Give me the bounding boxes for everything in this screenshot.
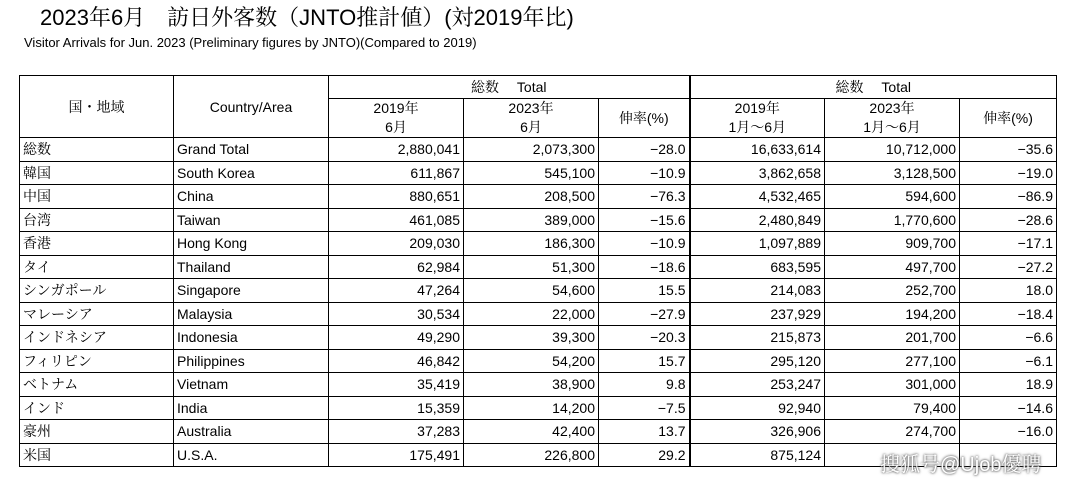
country-en-cell: U.S.A. <box>174 443 329 467</box>
ytd-2023-cell: 10,712,000 <box>825 138 960 162</box>
watermark: 搜狐号@Ujob優聘 <box>880 454 1042 476</box>
ytd-2023-cell: 3,128,500 <box>825 161 960 185</box>
ytd-2023-cell: 79,400 <box>825 396 960 420</box>
june-growth-cell: −15.6 <box>599 208 690 232</box>
ytd-2023-cell: 1,770,600 <box>825 208 960 232</box>
country-en-cell: Thailand <box>174 255 329 279</box>
june-2023-cell: 208,500 <box>464 185 599 209</box>
june-2019-cell: 209,030 <box>329 232 464 256</box>
country-jp-cell: タイ <box>20 255 174 279</box>
header-growth-june: 伸率(%) <box>599 99 690 138</box>
table-row <box>20 185 1057 209</box>
ytd-2019-cell: 215,873 <box>690 326 825 350</box>
ytd-growth-cell: 18.0 <box>960 279 1057 303</box>
june-2023-cell: 42,400 <box>464 420 599 444</box>
table-row <box>20 326 1057 350</box>
table-row <box>20 349 1057 373</box>
ytd-2019-cell: 3,862,658 <box>690 161 825 185</box>
country-jp-cell: シンガポール <box>20 279 174 303</box>
ytd-2019-cell: 92,940 <box>690 396 825 420</box>
country-jp-cell: 韓国 <box>20 161 174 185</box>
ytd-2019-cell: 683,595 <box>690 255 825 279</box>
june-2019-cell: 175,491 <box>329 443 464 467</box>
june-growth-cell: 13.7 <box>599 420 690 444</box>
ytd-2023-cell: 194,200 <box>825 302 960 326</box>
june-2023-cell: 545,100 <box>464 161 599 185</box>
june-2019-cell: 62,984 <box>329 255 464 279</box>
june-2023-cell: 389,000 <box>464 208 599 232</box>
country-jp-cell: ベトナム <box>20 373 174 397</box>
ytd-2023-cell: 497,700 <box>825 255 960 279</box>
table-row <box>20 396 1057 420</box>
country-en-cell: South Korea <box>174 161 329 185</box>
ytd-growth-cell: −6.1 <box>960 349 1057 373</box>
june-2023-cell: 22,000 <box>464 302 599 326</box>
ytd-growth-cell: −35.6 <box>960 138 1057 162</box>
country-en-cell: Vietnam <box>174 373 329 397</box>
ytd-growth-cell: 18.9 <box>960 373 1057 397</box>
ytd-growth-cell: −18.4 <box>960 302 1057 326</box>
country-en-cell: Hong Kong <box>174 232 329 256</box>
country-en-cell: Australia <box>174 420 329 444</box>
header-growth-ytd: 伸率(%) <box>960 99 1057 138</box>
country-jp-cell: 米国 <box>20 443 174 467</box>
country-jp-cell: フィリピン <box>20 349 174 373</box>
country-en-cell: Malaysia <box>174 302 329 326</box>
country-jp-cell: 豪州 <box>20 420 174 444</box>
header-2019-june: 2019年 6月 <box>329 99 464 138</box>
table-row <box>20 208 1057 232</box>
june-2023-cell: 14,200 <box>464 396 599 420</box>
header-country-en: Country/Area <box>174 76 329 138</box>
ytd-growth-cell: −27.2 <box>960 255 1057 279</box>
june-growth-cell: −7.5 <box>599 396 690 420</box>
june-2019-cell: 49,290 <box>329 326 464 350</box>
ytd-2023-cell: 301,000 <box>825 373 960 397</box>
ytd-2023-cell: 594,600 <box>825 185 960 209</box>
ytd-2023-cell: 277,100 <box>825 349 960 373</box>
table-row <box>20 279 1057 303</box>
header-country-jp: 国・地域 <box>20 76 174 138</box>
ytd-2019-cell: 214,083 <box>690 279 825 303</box>
june-2019-cell: 47,264 <box>329 279 464 303</box>
country-jp-cell: 総数 <box>20 138 174 162</box>
june-growth-cell: −28.0 <box>599 138 690 162</box>
june-2023-cell: 54,600 <box>464 279 599 303</box>
ytd-2023-cell: 201,700 <box>825 326 960 350</box>
june-2019-cell: 611,867 <box>329 161 464 185</box>
ytd-2019-cell: 326,906 <box>690 420 825 444</box>
june-2019-cell: 46,842 <box>329 349 464 373</box>
june-2023-cell: 54,200 <box>464 349 599 373</box>
ytd-2019-cell: 16,633,614 <box>690 138 825 162</box>
june-2019-cell: 37,283 <box>329 420 464 444</box>
ytd-growth-cell: −16.0 <box>960 420 1057 444</box>
country-en-cell: Indonesia <box>174 326 329 350</box>
june-2023-cell: 226,800 <box>464 443 599 467</box>
header-2019-ytd: 2019年 1月～6月 <box>690 99 825 138</box>
june-growth-cell: −10.9 <box>599 232 690 256</box>
country-jp-cell: 中国 <box>20 185 174 209</box>
ytd-2023-cell: 274,700 <box>825 420 960 444</box>
page-title: 2023年6月 訪日外客数（JNTO推計値）(対2019年比) <box>40 5 574 30</box>
header-total-ytd: 総数 Total <box>690 76 1057 99</box>
ytd-growth-cell: −6.6 <box>960 326 1057 350</box>
june-growth-cell: 15.5 <box>599 279 690 303</box>
country-en-cell: India <box>174 396 329 420</box>
ytd-2023-cell: 252,700 <box>825 279 960 303</box>
june-2019-cell: 30,534 <box>329 302 464 326</box>
country-jp-cell: インドネシア <box>20 326 174 350</box>
ytd-growth-cell: −14.6 <box>960 396 1057 420</box>
june-2023-cell: 186,300 <box>464 232 599 256</box>
june-2023-cell: 39,300 <box>464 326 599 350</box>
june-growth-cell: 9.8 <box>599 373 690 397</box>
country-en-cell: Singapore <box>174 279 329 303</box>
june-2019-cell: 880,651 <box>329 185 464 209</box>
june-growth-cell: −76.3 <box>599 185 690 209</box>
table-row <box>20 373 1057 397</box>
header-total-june: 総数 Total <box>329 76 690 99</box>
ytd-2019-cell: 295,120 <box>690 349 825 373</box>
june-growth-cell: 15.7 <box>599 349 690 373</box>
country-en-cell: China <box>174 185 329 209</box>
june-growth-cell: −20.3 <box>599 326 690 350</box>
country-en-cell: Philippines <box>174 349 329 373</box>
june-2019-cell: 461,085 <box>329 208 464 232</box>
ytd-growth-cell: −86.9 <box>960 185 1057 209</box>
table-row <box>20 232 1057 256</box>
ytd-2019-cell: 237,929 <box>690 302 825 326</box>
header-2023-ytd: 2023年 1月～6月 <box>825 99 960 138</box>
ytd-growth-cell: −28.6 <box>960 208 1057 232</box>
ytd-2019-cell: 4,532,465 <box>690 185 825 209</box>
table-body <box>20 138 1057 467</box>
country-jp-cell: インド <box>20 396 174 420</box>
ytd-2019-cell: 1,097,889 <box>690 232 825 256</box>
ytd-2019-cell: 253,247 <box>690 373 825 397</box>
country-en-cell: Taiwan <box>174 208 329 232</box>
country-jp-cell: 香港 <box>20 232 174 256</box>
country-en-cell: Grand Total <box>174 138 329 162</box>
june-2019-cell: 2,880,041 <box>329 138 464 162</box>
page-subtitle: Visitor Arrivals for Jun. 2023 (Preliminary figures by JNTO)(Compared to 2019) <box>24 35 477 50</box>
june-2023-cell: 38,900 <box>464 373 599 397</box>
june-2023-cell: 51,300 <box>464 255 599 279</box>
june-growth-cell: −10.9 <box>599 161 690 185</box>
country-jp-cell: マレーシア <box>20 302 174 326</box>
table-row <box>20 161 1057 185</box>
ytd-2019-cell: 2,480,849 <box>690 208 825 232</box>
june-growth-cell: −18.6 <box>599 255 690 279</box>
table-row <box>20 420 1057 444</box>
ytd-2023-cell: 909,700 <box>825 232 960 256</box>
table-row <box>20 255 1057 279</box>
june-growth-cell: −27.9 <box>599 302 690 326</box>
ytd-2019-cell: 875,124 <box>690 443 825 467</box>
ytd-growth-cell: −17.1 <box>960 232 1057 256</box>
june-2019-cell: 35,419 <box>329 373 464 397</box>
table-row <box>20 138 1057 162</box>
ytd-growth-cell: −19.0 <box>960 161 1057 185</box>
june-growth-cell: 29.2 <box>599 443 690 467</box>
june-2019-cell: 15,359 <box>329 396 464 420</box>
table-row <box>20 302 1057 326</box>
header-2023-june: 2023年 6月 <box>464 99 599 138</box>
visitor-arrivals-table <box>19 75 1057 467</box>
june-2023-cell: 2,073,300 <box>464 138 599 162</box>
country-jp-cell: 台湾 <box>20 208 174 232</box>
